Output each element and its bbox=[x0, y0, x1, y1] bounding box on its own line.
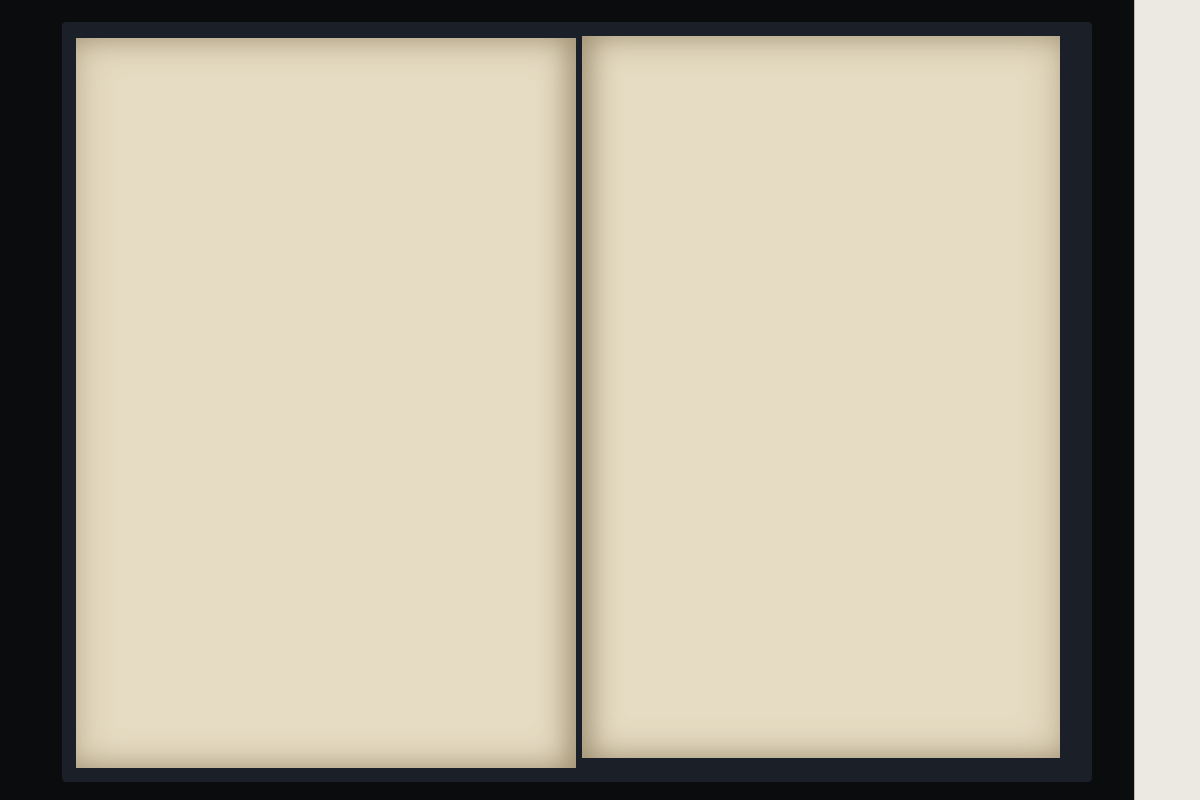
left-page bbox=[76, 38, 576, 768]
measurement-ruler bbox=[1134, 0, 1200, 800]
right-page bbox=[582, 36, 1060, 758]
